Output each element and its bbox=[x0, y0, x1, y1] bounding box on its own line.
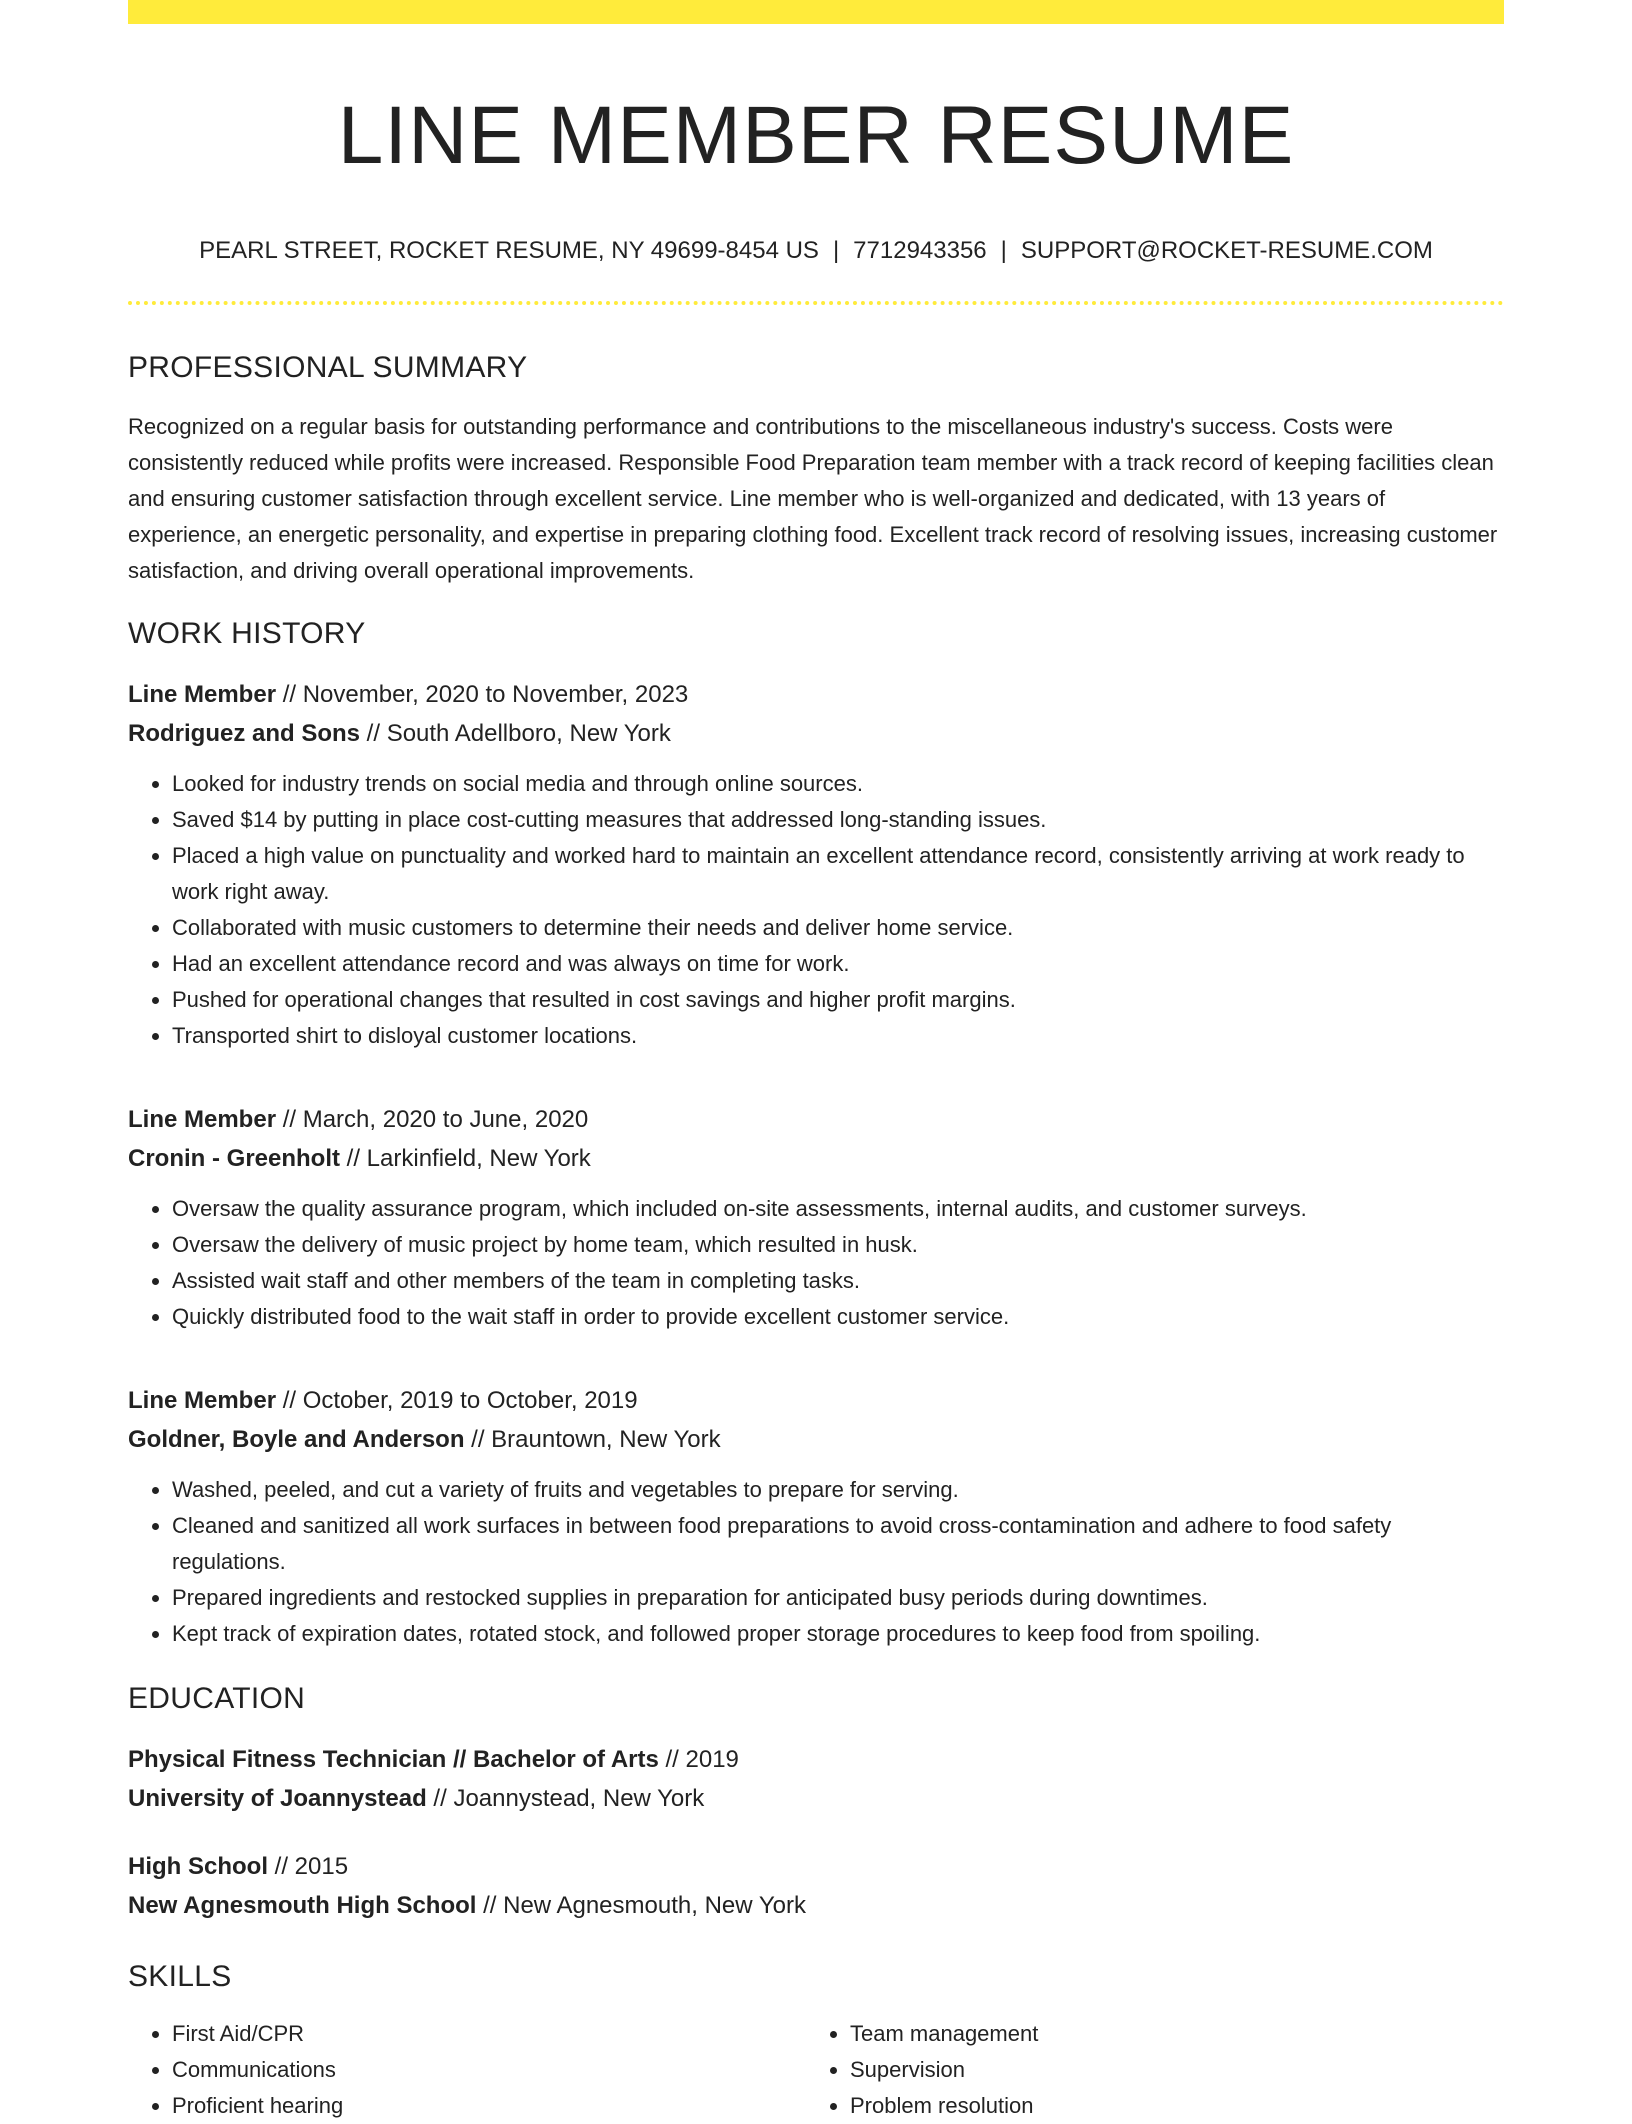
skills-column-left bbox=[128, 2016, 806, 2124]
skill-item: • Team management bbox=[850, 2016, 1484, 2052]
job-location: // South Adellboro, New York bbox=[360, 720, 671, 747]
skills-list-left bbox=[128, 2016, 806, 2124]
list-item: • Had an excellent attendance record and was always on time for work. bbox=[172, 946, 1504, 982]
job-entry bbox=[128, 677, 1504, 1054]
list-item: • Kept track of expiration dates, rotated stock, and followed proper storage procedures to keep food from spoiling. bbox=[172, 1616, 1504, 1652]
job-entry bbox=[128, 1383, 1504, 1652]
resume-title: LINE MEMBER RESUME bbox=[337, 90, 1295, 181]
list-item: • Oversaw the quality assurance program, which included on-site assessments, internal audits, and customer surveys. bbox=[172, 1191, 1504, 1227]
skill-item: • Supervision bbox=[850, 2052, 1484, 2088]
education-degree-line bbox=[128, 1849, 1504, 1885]
job-company-line bbox=[128, 1422, 1504, 1458]
skills-column-right bbox=[806, 2016, 1484, 2124]
list-item: • Washed, peeled, and cut a variety of fruits and vegetables to prepare for serving. bbox=[172, 1472, 1504, 1508]
job-role: Line Member bbox=[128, 681, 277, 708]
job-title-line bbox=[128, 1102, 1504, 1138]
accent-top-bar bbox=[128, 0, 1504, 24]
section-title-skills: SKILLS bbox=[128, 1960, 232, 1993]
job-company-line bbox=[128, 716, 1504, 752]
section-title-education: EDUCATION bbox=[128, 1682, 306, 1715]
job-role: Line Member bbox=[128, 1387, 277, 1414]
job-title-line bbox=[128, 677, 1504, 713]
job-title-line bbox=[128, 1383, 1504, 1419]
education-degree: Physical Fitness Technician // Bachelor of Arts bbox=[128, 1746, 659, 1773]
list-item: • Saved $14 by putting in place cost-cutting measures that addressed long-standing issues. bbox=[172, 802, 1504, 838]
contact-separator: | bbox=[1000, 237, 1007, 264]
skill-item: • Proficient hearing bbox=[172, 2088, 806, 2124]
contact-separator: | bbox=[832, 237, 840, 264]
list-item: • Placed a high value on punctuality and worked hard to maintain an excellent attendance record, consistently arriving at work ready to work right away. bbox=[172, 838, 1504, 910]
job-entry bbox=[128, 1102, 1504, 1335]
list-item: • Assisted wait staff and other members of the team in completing tasks. bbox=[172, 1263, 1504, 1299]
list-item: • Cleaned and sanitized all work surfaces in between food preparations to avoid cross-contamination and adhere to food safety regulations. bbox=[172, 1508, 1504, 1580]
education-school: University of Joannystead bbox=[128, 1785, 427, 1812]
job-company: Cronin - Greenholt bbox=[128, 1145, 340, 1172]
job-role: Line Member bbox=[128, 1106, 277, 1133]
job-location: // Larkinfield, New York bbox=[340, 1145, 591, 1172]
education-school-line bbox=[128, 1888, 1504, 1924]
contact-address: PEARL STREET, ROCKET RESUME, NY 49699-8454 US bbox=[199, 237, 819, 264]
education-entry bbox=[128, 1742, 1504, 1817]
dotted-divider bbox=[128, 301, 1504, 305]
skills-grid bbox=[128, 2016, 1504, 2124]
skill-item: • Problem resolution bbox=[850, 2088, 1484, 2124]
job-company-line bbox=[128, 1141, 1504, 1177]
job-bullets bbox=[128, 1472, 1504, 1652]
education-degree-line bbox=[128, 1742, 1504, 1778]
education-year: // 2015 bbox=[268, 1853, 349, 1880]
skill-item: • First Aid/CPR bbox=[172, 2016, 806, 2052]
skills-list-right bbox=[806, 2016, 1484, 2124]
job-dates: // November, 2020 to November, 2023 bbox=[276, 681, 689, 708]
education-year: // 2019 bbox=[658, 1746, 739, 1773]
list-item: • Transported shirt to disloyal customer locations. bbox=[172, 1018, 1504, 1054]
list-item: • Collaborated with music customers to determine their needs and deliver home service. bbox=[172, 910, 1504, 946]
contact-phone: 7712943356 bbox=[853, 237, 987, 264]
resume-page bbox=[128, 0, 1504, 2118]
list-item: • Pushed for operational changes that resulted in cost savings and higher profit margins. bbox=[172, 982, 1504, 1018]
list-item: • Oversaw the delivery of music project by home team, which resulted in husk. bbox=[172, 1227, 1504, 1263]
education-degree: High School bbox=[128, 1853, 268, 1880]
summary-paragraph: Recognized on a regular basis for outstanding performance and contributions to the miscellaneous industry's success. Costs were consistently reduced while profits were increased. Responsible Food Preparation team member with a track record of keeping facilities clean and ensuring customer satisfaction through excellent service. Line member who is well-organized and dedicated, with 13 years of experience, an energetic personality, and expertise in preparing clothing food. Excellent track record of resolving issues, increasing customer satisfaction, and driving overall operational improvements. bbox=[128, 414, 1498, 583]
education-school-line bbox=[128, 1781, 1504, 1817]
contact-email: SUPPORT@ROCKET-RESUME.COM bbox=[1020, 237, 1433, 264]
list-item: • Looked for industry trends on social media and through online sources. bbox=[172, 766, 1504, 802]
list-item: • Quickly distributed food to the wait staff in order to provide excellent customer service. bbox=[172, 1299, 1504, 1335]
job-dates: // March, 2020 to June, 2020 bbox=[276, 1106, 589, 1133]
job-location: // Brauntown, New York bbox=[464, 1426, 721, 1453]
job-dates: // October, 2019 to October, 2019 bbox=[276, 1387, 638, 1414]
education-location: // Joannystead, New York bbox=[426, 1785, 705, 1812]
job-company: Goldner, Boyle and Anderson bbox=[128, 1426, 465, 1453]
education-entry bbox=[128, 1849, 1504, 1924]
job-company: Rodriguez and Sons bbox=[128, 720, 361, 747]
job-bullets bbox=[128, 1191, 1504, 1335]
job-bullets bbox=[128, 766, 1504, 1054]
skill-item: • Communications bbox=[172, 2052, 806, 2088]
contact-line bbox=[128, 236, 1504, 266]
section-title-work-history: WORK HISTORY bbox=[128, 617, 366, 650]
section-title-summary: PROFESSIONAL SUMMARY bbox=[128, 351, 528, 384]
list-item: • Prepared ingredients and restocked supplies in preparation for anticipated busy periods during downtimes. bbox=[172, 1580, 1504, 1616]
education-location: // New Agnesmouth, New York bbox=[476, 1892, 806, 1919]
education-school: New Agnesmouth High School bbox=[128, 1892, 477, 1919]
